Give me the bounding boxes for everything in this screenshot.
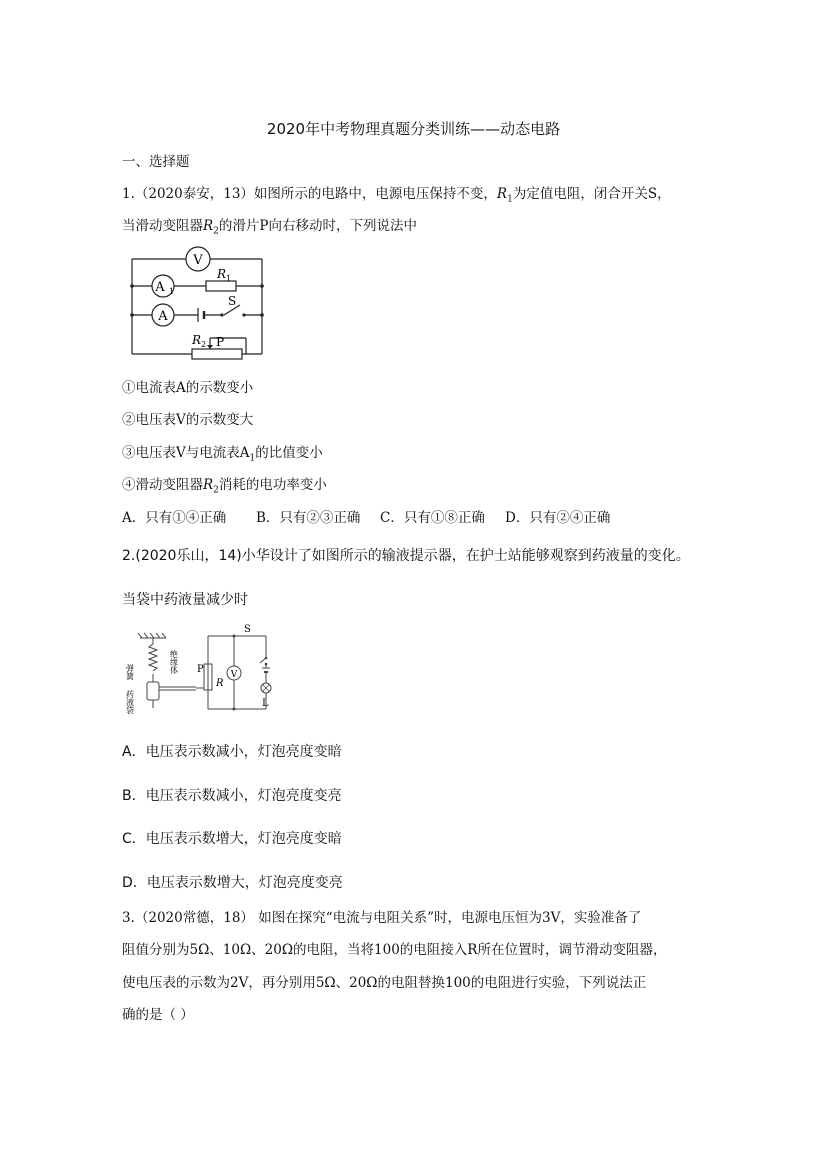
q2-switch-label: S <box>244 624 251 635</box>
page-title: 2020年中考物理真题分类训练——动态电路 <box>266 120 561 138</box>
q1-r1-label-sub: 1 <box>226 274 232 283</box>
q3-text-line4: 确的是（ ） <box>122 1007 194 1023</box>
q1-r2-symbol: R <box>203 218 214 234</box>
q2-resistor-label: R <box>216 678 224 689</box>
q3-text-line2: 阻值分别为5Ω、10Ω、20Ω的电阻，当将100的电阻接入R所在位置时，调节滑动变阻器， <box>122 942 667 958</box>
q1-circuit-diagram <box>126 242 268 360</box>
q1-line1-part-a: 1.（2020泰安，13）如图所示的电路中，电源电压保持不变， <box>122 186 497 202</box>
q2-option-b: B．电压表示数减小，灯泡亮度变亮 <box>122 788 342 804</box>
q2-option-a: A．电压表示数减小，灯泡亮度变暗 <box>122 744 342 760</box>
q1-statement-4-symbol: R <box>203 477 214 493</box>
q1-ammeter1-label: A <box>155 280 165 295</box>
q1-statement-4-part-a: ④滑动变阻器 <box>122 477 203 493</box>
q1-statement-1: ①电流表A的示数变小 <box>122 380 254 396</box>
q1-r1-label: R <box>217 267 227 281</box>
q2-bag-label: 药液袋 <box>126 690 135 714</box>
q1-ammeter1-sub: 1 <box>169 287 175 296</box>
q1-line1-part-b: 为定值电阻，闭合开关S， <box>512 186 671 202</box>
q1-slider-label: P <box>216 335 225 349</box>
q1-r1-subscript: 1 <box>507 194 513 205</box>
q2-text-line2: 当袋中药液量减少时 <box>122 592 248 608</box>
q1-statement-4 <box>122 475 327 501</box>
q1-r1-symbol: R <box>496 186 508 202</box>
q1-r2-subscript: 2 <box>213 226 219 237</box>
section-heading: 一、选择题 <box>122 154 190 170</box>
q2-infusion-diagram <box>126 624 276 724</box>
q1-line2-part-b: 的滑片P向右移动时，下列说法中 <box>218 218 417 234</box>
q2-slider-label: P <box>197 664 204 675</box>
q1-switch-label: S <box>228 294 237 308</box>
q1-option-c: C．只有①⑧正确 <box>380 510 485 526</box>
q1-line2-part-a: 当滑动变阻器 <box>122 218 203 234</box>
q2-option-c: C．电压表示数增大，灯泡亮度变暗 <box>122 831 342 847</box>
q1-statement-4-part-b: 消耗的电功率变小 <box>218 477 327 493</box>
q1-statement-4-sub: 2 <box>213 485 219 496</box>
q1-option-a: A．只有①④正确 <box>122 510 227 526</box>
q1-r2-label: R <box>192 333 202 347</box>
q3-text-line1: 3.（2020常德，18） 如图在探究“电流与电阻关系”时，电源电压恒为3V，实验准备了 <box>122 910 642 926</box>
q1-r2-label-sub: 2 <box>201 340 207 349</box>
q1-option-d: D．只有②④正确 <box>505 510 611 526</box>
q1-statement-2: ②电压表V的示数变大 <box>122 412 254 428</box>
q2-voltmeter-label: V <box>230 670 238 680</box>
q2-spring-label: 弹簧 <box>126 664 135 680</box>
q1-voltmeter-label: V <box>193 253 203 268</box>
q1-text-line2 <box>122 216 417 242</box>
q1-ammeter-label: A <box>158 309 168 324</box>
q3-text-line3: 使电压表的示数为2V，再分别用5Ω、20Ω的电阻替换100的电阻进行实验，下列说法正 <box>122 975 647 991</box>
q1-statement-3-part-b: 的比值变小 <box>255 445 323 461</box>
q1-statement-3-part-a: ③电压表V与电流表A <box>122 445 250 461</box>
q1-option-b: B．只有②③正确 <box>256 510 361 526</box>
q1-statement-3-sub: 1 <box>249 453 256 464</box>
q1-text-line1 <box>122 184 671 210</box>
q2-insulator-label: 绝缘体 <box>169 650 179 674</box>
q2-option-d: D．电压表示数增大，灯泡亮度变亮 <box>122 875 343 891</box>
q2-text-line1: 2.(2020乐山，14)小华设计了如图所示的输液提示器，在护士站能够观察到药液量的变化。 <box>122 548 690 564</box>
q1-statement-3 <box>122 443 323 469</box>
q2-lamp-label: L <box>262 698 269 709</box>
